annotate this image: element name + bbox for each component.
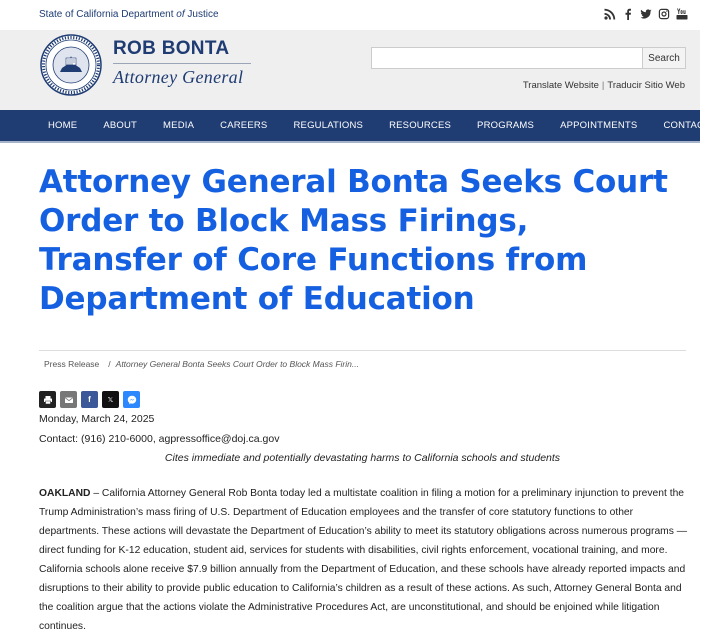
- share-buttons: [39, 391, 140, 408]
- release-date: Monday, March 24, 2025: [39, 413, 155, 425]
- breadcrumb: [44, 359, 359, 369]
- nav-item-regulations[interactable]: REGULATIONS: [293, 120, 364, 131]
- press-contact: Contact: (916) 210-6000, agpressoffice@doj.ca.gov: [39, 433, 280, 445]
- translate-links: [523, 80, 685, 91]
- breadcrumb-press-release[interactable]: Press Release: [44, 359, 100, 369]
- dateline: OAKLAND: [39, 488, 91, 499]
- attorney-general-name[interactable]: ROB BONTA: [113, 38, 230, 59]
- nav-item-home[interactable]: HOME: [48, 120, 78, 131]
- messenger-icon[interactable]: [123, 391, 140, 408]
- traducir-sitio-link[interactable]: Traducir Sitio Web: [607, 80, 685, 91]
- rss-icon[interactable]: [604, 7, 616, 21]
- print-icon[interactable]: [39, 391, 56, 408]
- state-of-text: of: [176, 9, 185, 20]
- youtube-icon[interactable]: [676, 7, 688, 21]
- translate-website-link[interactable]: Translate Website: [522, 80, 599, 91]
- article-body: [39, 484, 689, 636]
- nav-item-about[interactable]: ABOUT: [103, 120, 138, 131]
- search-input[interactable]: [371, 47, 643, 69]
- search-button[interactable]: Search: [643, 47, 686, 69]
- facebook-icon[interactable]: [622, 7, 634, 21]
- x-share-icon[interactable]: 𝕏: [102, 391, 119, 408]
- email-icon[interactable]: [60, 391, 77, 408]
- article-body-text: – California Attorney General Rob Bonta today led a multistate coalition in filing a motion for a preliminary injunction to prevent the Trump Administration’s mass firing of U.S. Department of Education employees and the transfer of core statutory functions to other departments. These actions will devastate the Department of Education’s ability to meet its statutory obligations across numerous programs — direct funding for K-12 education, student aid, services for students with disabilities, civil rights enforcement, vocational training, and more. California schools alone receive $7.9 billion annually from the Department of Education, and these schools have already reported impacts and disruptions to their ability to provide public education to California’s children as a result of these actions. As such, Attorney General Bonta and the coalition argue that the actions violate the Administrative Procedures Act, are unconstitutional, and should be enjoined while litigation continues.: [39, 488, 688, 632]
- brand-divider: [113, 63, 251, 64]
- breadcrumb-divider: [39, 350, 686, 351]
- attorney-general-title[interactable]: Attorney General: [113, 67, 244, 87]
- twitter-icon[interactable]: [640, 7, 652, 21]
- breadcrumb-current: Attorney General Bonta Seeks Court Order to Block Mass Firin...: [115, 359, 359, 369]
- state-prefix-text: State of California Department: [39, 9, 174, 20]
- article-subhead: Cites immediate and potentially devastating harms to California schools and students: [164, 452, 561, 464]
- nav-item-programs[interactable]: PROGRAMS: [477, 120, 535, 131]
- state-doj-link[interactable]: [39, 9, 219, 20]
- state-suffix-text: Justice: [187, 9, 219, 20]
- social-links: [604, 7, 688, 21]
- page-title: Attorney General Bonta Seeks Court Order to Block Mass Firings, Transfer of Core Functions from Department of Education: [39, 164, 668, 317]
- nav-item-contact[interactable]: CONTACT: [663, 120, 711, 131]
- nav-item-media[interactable]: MEDIA: [163, 120, 195, 131]
- doj-seal-logo[interactable]: [40, 34, 102, 96]
- facebook-share-icon[interactable]: f: [81, 391, 98, 408]
- nav-item-resources[interactable]: RESOURCES: [389, 120, 452, 131]
- nav-item-appointments[interactable]: APPOINTMENTS: [560, 120, 638, 131]
- nav-item-careers[interactable]: CAREERS: [220, 120, 268, 131]
- main-nav: [0, 110, 711, 143]
- top-bar: [0, 0, 700, 30]
- breadcrumb-separator: /: [108, 359, 111, 369]
- site-header: [0, 30, 700, 110]
- instagram-icon[interactable]: [658, 7, 670, 21]
- translate-separator: |: [601, 80, 605, 91]
